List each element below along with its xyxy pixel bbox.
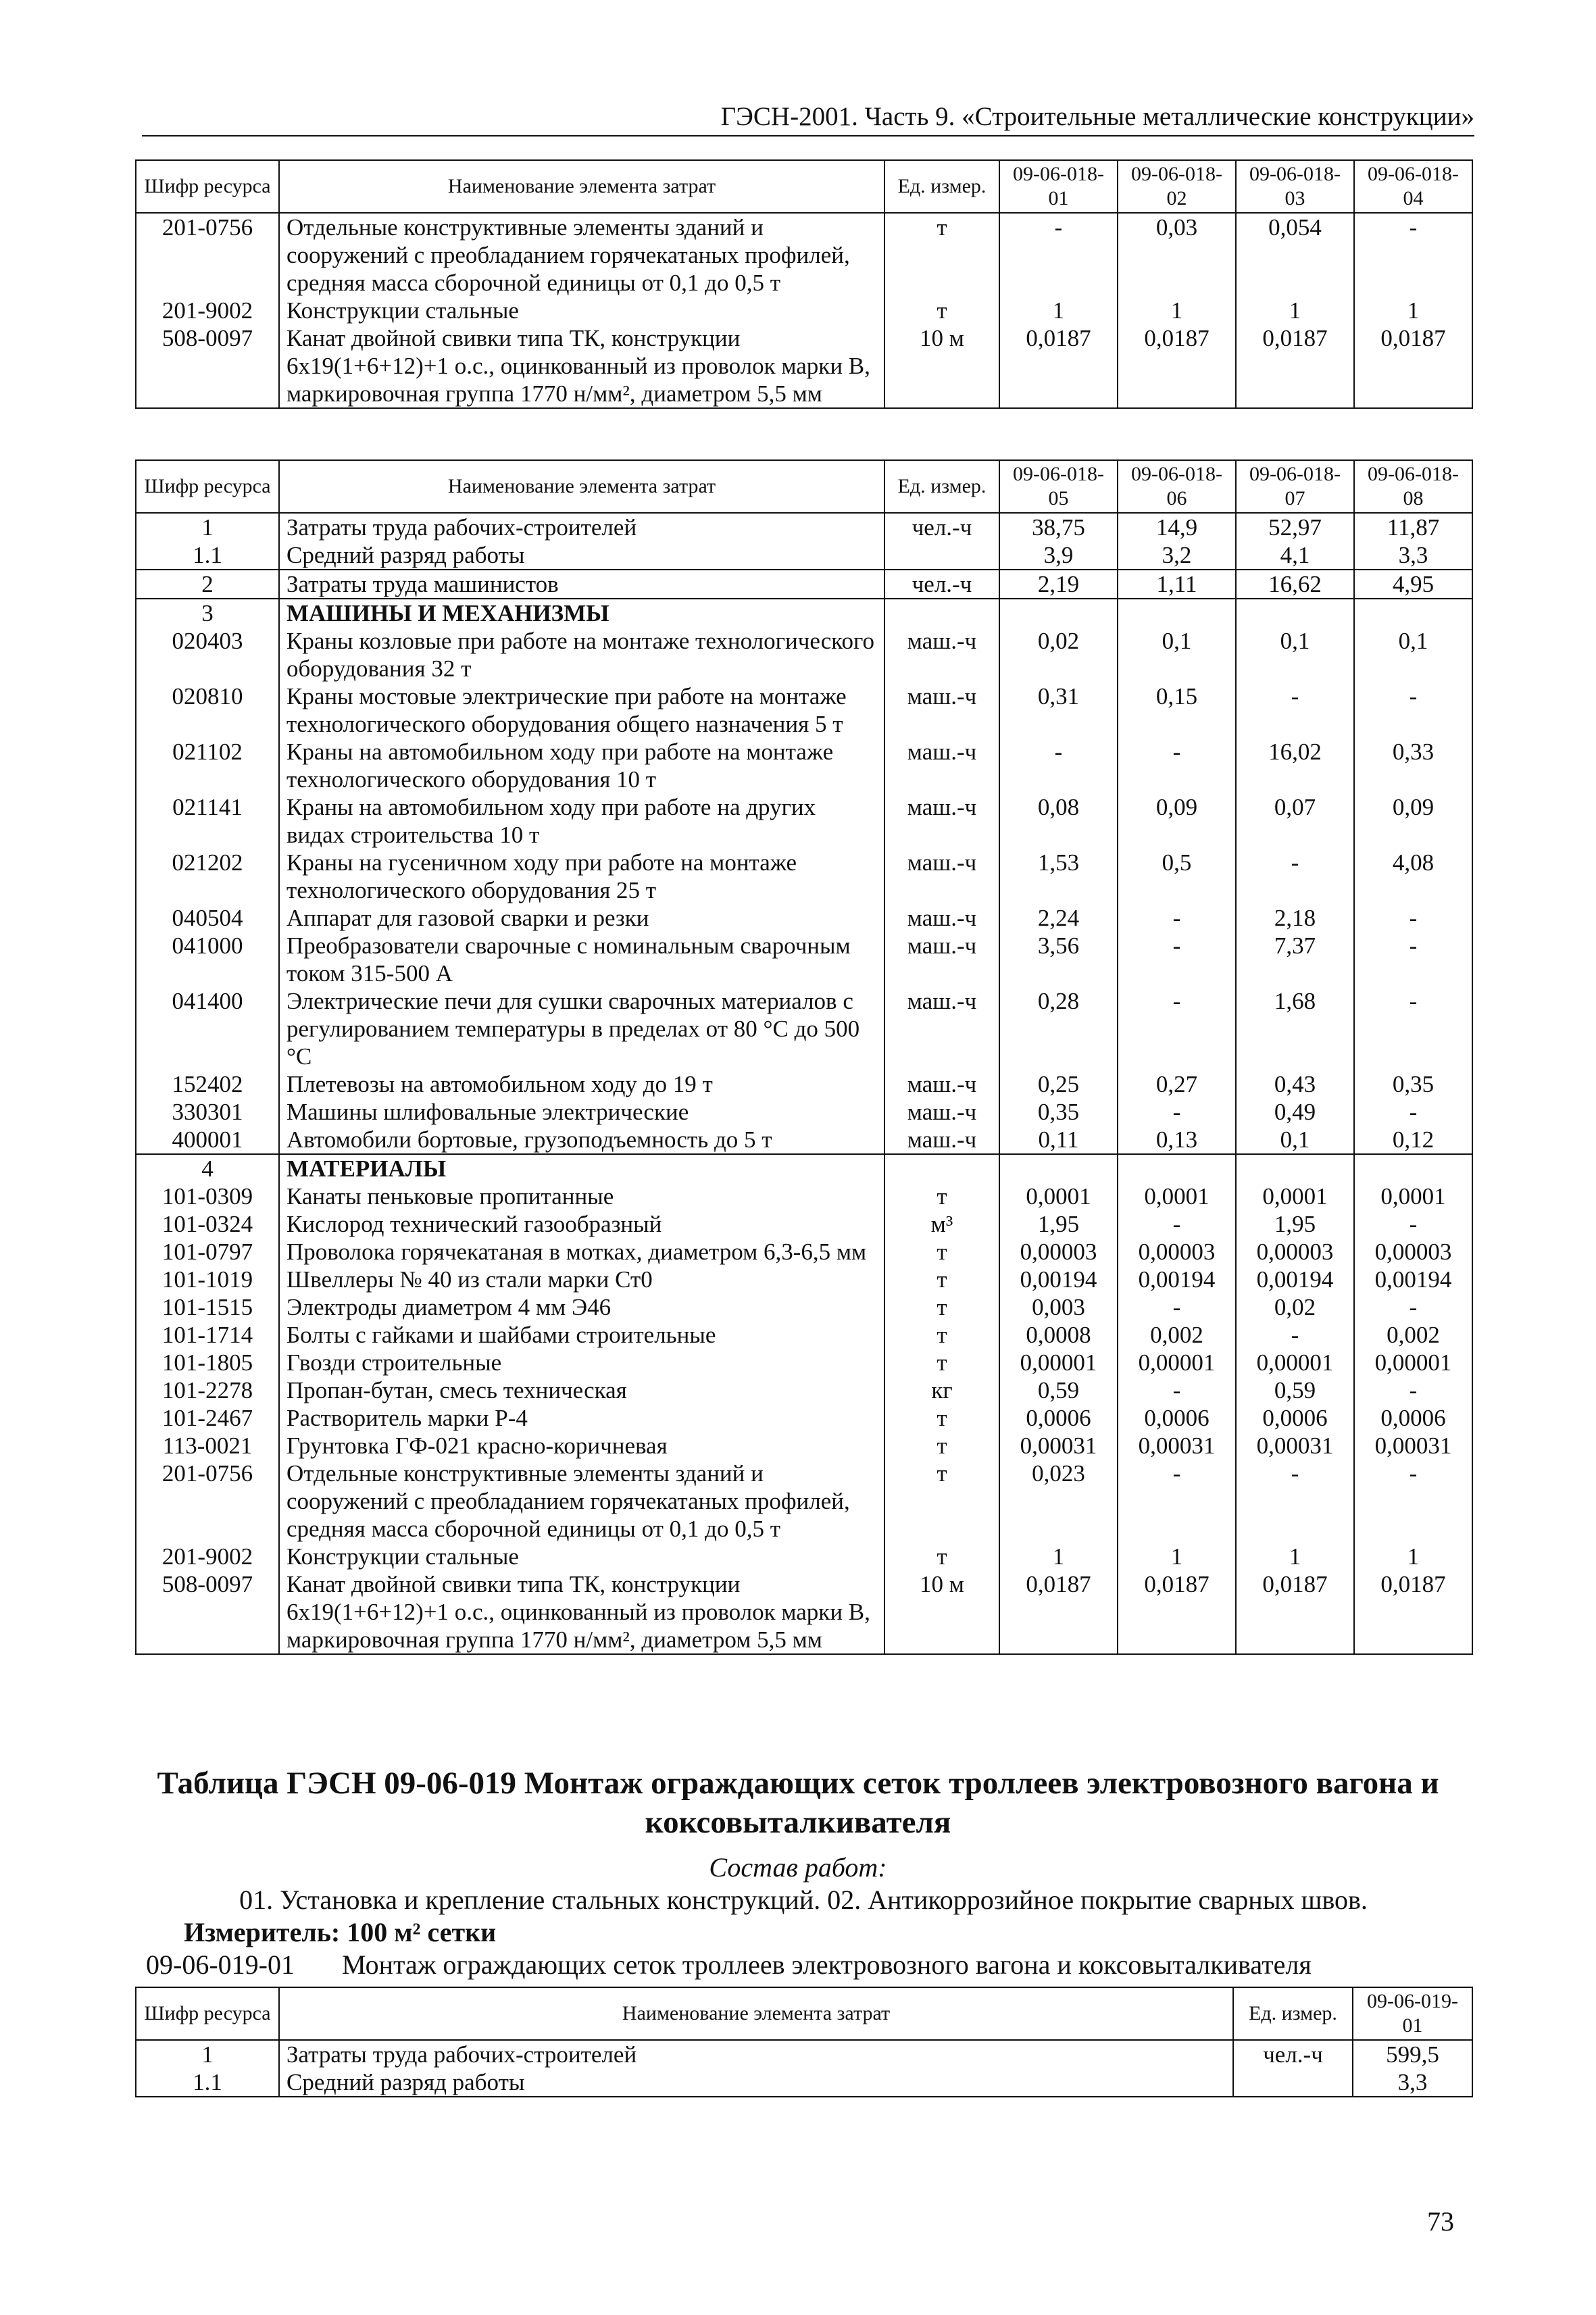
table-row	[136, 1570, 1472, 1654]
value-cell: 0,00031	[999, 1432, 1118, 1460]
unit-cell	[884, 541, 999, 570]
value-cell: 2,18	[1236, 904, 1354, 932]
value-cell: 1,95	[1236, 1210, 1354, 1238]
unit-cell	[884, 599, 999, 627]
value-cell: -	[999, 738, 1118, 793]
value-cell: -	[1236, 849, 1354, 904]
resources-table-018-01-04	[135, 159, 1473, 409]
table-row	[136, 213, 1472, 297]
page-header: ГЭСН-2001. Часть 9. «Строительные металлические конструкции»	[142, 100, 1474, 136]
header-element-name: Наименование элемента затрат	[279, 1987, 1233, 2040]
value-cell: -	[1354, 1376, 1472, 1404]
table-row	[136, 2068, 1472, 2097]
value-cell: -	[999, 213, 1118, 297]
value-cell: 0,59	[1236, 1376, 1354, 1404]
unit-cell: т	[884, 1266, 999, 1293]
header-norm-018-05: 09-06-018-05	[999, 460, 1118, 513]
value-cell: 0,09	[1354, 793, 1472, 849]
value-cell: 0,0187	[1354, 324, 1472, 408]
value-cell: -	[1118, 932, 1236, 987]
value-cell	[1236, 599, 1354, 627]
unit-cell: маш.-ч	[884, 849, 999, 904]
value-cell: 16,02	[1236, 738, 1354, 793]
resources-table-018-05-08	[135, 459, 1473, 1655]
value-cell: 0,5	[1118, 849, 1236, 904]
table-row	[136, 1266, 1472, 1293]
resource-code-cell: 1	[136, 513, 279, 541]
value-cell: 0,49	[1236, 1098, 1354, 1126]
value-cell: -	[1118, 1293, 1236, 1321]
value-cell: 16,62	[1236, 570, 1354, 599]
value-cell: 0,023	[999, 1460, 1118, 1543]
resource-code-cell: 041000	[136, 932, 279, 987]
value-cell: 3,9	[999, 541, 1118, 570]
value-cell: 0,35	[1354, 1070, 1472, 1098]
table-row	[136, 570, 1472, 599]
value-cell: 3,3	[1353, 2068, 1472, 2097]
value-cell: 0,12	[1354, 1126, 1472, 1154]
element-name-cell: Краны на гусеничном ходу при работе на монтаже технологического оборудования 25 т	[279, 849, 884, 904]
unit-cell: т	[884, 1404, 999, 1432]
element-name-cell: Швеллеры № 40 из стали марки Ст0	[279, 1266, 884, 1293]
value-cell: 0,1	[1236, 627, 1354, 682]
table-row	[136, 932, 1472, 987]
value-cell: 0,1	[1118, 627, 1236, 682]
resource-code-cell: 020403	[136, 627, 279, 682]
value-cell: 0,09	[1118, 793, 1236, 849]
value-cell: 0,08	[999, 793, 1118, 849]
table-row	[136, 1126, 1472, 1154]
value-cell: 38,75	[999, 513, 1118, 541]
table-row	[136, 1349, 1472, 1376]
resources-table-019-01	[135, 1987, 1473, 2097]
value-cell: 1	[1236, 1543, 1354, 1570]
value-cell: 0,59	[999, 1376, 1118, 1404]
resource-code-cell: 101-1019	[136, 1266, 279, 1293]
table-row	[136, 297, 1472, 324]
value-cell: -	[1236, 1321, 1354, 1349]
value-cell: 0,054	[1236, 213, 1354, 297]
resource-code-cell: 021102	[136, 738, 279, 793]
value-cell: 0,0187	[999, 324, 1118, 408]
resource-code-cell: 201-9002	[136, 297, 279, 324]
value-cell: 0,0187	[1118, 1570, 1236, 1654]
value-cell: 0,00194	[999, 1266, 1118, 1293]
value-cell: 1,95	[999, 1210, 1118, 1238]
value-cell: 0,00001	[1354, 1349, 1472, 1376]
resource-code-cell: 101-1515	[136, 1293, 279, 1321]
value-cell: 599,5	[1353, 2040, 1472, 2068]
resource-code-cell: 113-0021	[136, 1432, 279, 1460]
unit-cell: м³	[884, 1210, 999, 1238]
element-name-cell: Пропан-бутан, смесь техническая	[279, 1376, 884, 1404]
resource-code-cell: 020810	[136, 682, 279, 738]
unit-cell: кг	[884, 1376, 999, 1404]
unit-cell: 10 м	[884, 324, 999, 408]
value-cell: 0,00001	[1118, 1349, 1236, 1376]
value-cell: 2,24	[999, 904, 1118, 932]
value-cell: 7,37	[1236, 932, 1354, 987]
measure-unit: Измеритель: 100 м² сетки	[184, 1917, 497, 1947]
element-name-cell: Аппарат для газовой сварки и резки	[279, 904, 884, 932]
value-cell: 0,00031	[1118, 1432, 1236, 1460]
value-cell: -	[1236, 1460, 1354, 1543]
value-cell: 0,00001	[1236, 1349, 1354, 1376]
value-cell: 0,0006	[1118, 1404, 1236, 1432]
header-norm-018-07: 09-06-018-07	[1236, 460, 1354, 513]
table-title-019: Таблица ГЭСН 09-06-019 Монтаж ограждающих сеток троллеев электровозного вагона и коксовыталкивателя	[157, 1766, 1439, 1840]
table-row	[136, 682, 1472, 738]
norm-code: 09-06-019-01	[146, 1949, 295, 1980]
unit-cell: маш.-ч	[884, 1098, 999, 1126]
element-name-cell: Отдельные конструктивные элементы зданий и сооружений с преобладанием горячекатаных профилей, средняя масса сборочной единицы от 0,1 до 0,5 т	[279, 1460, 884, 1543]
resource-code-cell: 201-9002	[136, 1543, 279, 1570]
unit-cell: т	[884, 1183, 999, 1210]
value-cell: 0,13	[1118, 1126, 1236, 1154]
value-cell: 0,11	[999, 1126, 1118, 1154]
value-cell: 0,00194	[1354, 1266, 1472, 1293]
header-norm-018-06: 09-06-018-06	[1118, 460, 1236, 513]
resource-code-cell: 1.1	[136, 2068, 279, 2097]
value-cell: 0,00001	[999, 1349, 1118, 1376]
header-norm-018-01: 09-06-018-01	[999, 160, 1118, 213]
value-cell: 0,00031	[1354, 1432, 1472, 1460]
resource-code-cell: 101-2467	[136, 1404, 279, 1432]
value-cell: -	[1354, 1210, 1472, 1238]
value-cell: -	[1354, 904, 1472, 932]
value-cell: -	[1354, 932, 1472, 987]
unit-cell	[884, 1154, 999, 1183]
element-name-cell: Канат двойной свивки типа ТК, конструкции 6х19(1+6+12)+1 о.с., оцинкованный из проволок марки В, маркировочная группа 1770 н/мм², диаметром 5,5 мм	[279, 324, 884, 408]
table-row	[136, 1098, 1472, 1126]
element-name-cell: Гвозди строительные	[279, 1349, 884, 1376]
table-row	[136, 793, 1472, 849]
value-cell: 1	[999, 297, 1118, 324]
resource-code-cell: 1.1	[136, 541, 279, 570]
table-row	[136, 1154, 1472, 1183]
resource-code-cell: 040504	[136, 904, 279, 932]
table-row	[136, 513, 1472, 541]
value-cell: 0,31	[999, 682, 1118, 738]
value-cell: 0,00194	[1236, 1266, 1354, 1293]
element-name-cell: Затраты труда рабочих-строителей	[279, 2040, 1233, 2068]
value-cell: 11,87	[1354, 513, 1472, 541]
value-cell: 0,25	[999, 1070, 1118, 1098]
element-name-cell: Машины шлифовальные электрические	[279, 1098, 884, 1126]
element-name-cell: Растворитель марки Р-4	[279, 1404, 884, 1432]
element-name-cell: Грунтовка ГФ-021 красно-коричневая	[279, 1432, 884, 1460]
resource-code-cell: 4	[136, 1154, 279, 1183]
value-cell: 0,00003	[999, 1238, 1118, 1266]
table-row	[136, 1321, 1472, 1349]
resource-code-cell: 021141	[136, 793, 279, 849]
element-name-cell: Конструкции стальные	[279, 1543, 884, 1570]
value-cell: 1	[1118, 297, 1236, 324]
value-cell: 4,1	[1236, 541, 1354, 570]
resource-code-cell: 330301	[136, 1098, 279, 1126]
table-row	[136, 1376, 1472, 1404]
element-name-cell: Краны на автомобильном ходу при работе на других видах строительства 10 т	[279, 793, 884, 849]
value-cell: 0,0187	[1354, 1570, 1472, 1654]
element-name-cell: Краны мостовые электрические при работе на монтаже технологического оборудования общего назначения 5 т	[279, 682, 884, 738]
unit-cell: чел.-ч	[884, 513, 999, 541]
value-cell: 0,00194	[1118, 1266, 1236, 1293]
element-name-cell: Автомобили бортовые, грузоподъемность до 5 т	[279, 1126, 884, 1154]
composition-label: Состав работ:	[709, 1852, 887, 1883]
unit-cell: т	[884, 1460, 999, 1543]
page-number: 73	[1427, 2206, 1454, 2237]
value-cell: 0,1	[1236, 1126, 1354, 1154]
header-norm-018-02: 09-06-018-02	[1118, 160, 1236, 213]
value-cell: 4,95	[1354, 570, 1472, 599]
value-cell: -	[1354, 1098, 1472, 1126]
resource-code-cell: 152402	[136, 1070, 279, 1098]
table-row	[136, 1293, 1472, 1321]
element-name-cell: Средний разряд работы	[279, 2068, 1233, 2097]
header-resource-code: Шифр ресурса	[136, 1987, 279, 2040]
unit-cell: т	[884, 1432, 999, 1460]
works-description: 01. Установка и крепление стальных конструкций. 02. Антикоррозийное покрытие сварных швов.	[239, 1885, 1368, 1915]
value-cell: -	[1118, 1098, 1236, 1126]
element-name-cell: Канат двойной свивки типа ТК, конструкции 6х19(1+6+12)+1 о.с., оцинкованный из проволок марки В, маркировочная группа 1770 н/мм², диаметром 5,5 мм	[279, 1570, 884, 1654]
value-cell: 0,00003	[1354, 1238, 1472, 1266]
element-name-cell: Кислород технический газообразный	[279, 1210, 884, 1238]
value-cell	[1236, 1154, 1354, 1183]
value-cell	[1118, 1154, 1236, 1183]
element-name-cell: Проволока горячекатаная в мотках, диаметром 6,3-6,5 мм	[279, 1238, 884, 1266]
value-cell: 0,002	[1354, 1321, 1472, 1349]
value-cell: 0,35	[999, 1098, 1118, 1126]
table-row	[136, 1460, 1472, 1543]
value-cell	[999, 1154, 1118, 1183]
table-row	[136, 1070, 1472, 1098]
value-cell: 2,19	[999, 570, 1118, 599]
value-cell: 3,56	[999, 932, 1118, 987]
value-cell: 0,02	[1236, 1293, 1354, 1321]
table-row	[136, 987, 1472, 1070]
value-cell: 0,0001	[1236, 1183, 1354, 1210]
resource-code-cell: 101-1805	[136, 1349, 279, 1376]
value-cell	[1118, 599, 1236, 627]
value-cell: 0,1	[1354, 627, 1472, 682]
value-cell: 0,0187	[1118, 324, 1236, 408]
value-cell: 4,08	[1354, 849, 1472, 904]
resource-code-cell: 021202	[136, 849, 279, 904]
table-row	[136, 541, 1472, 570]
element-name-cell: Электрические печи для сушки сварочных материалов с регулированием температуры в пределах от 80 °С до 500 °С	[279, 987, 884, 1070]
value-cell: 0,15	[1118, 682, 1236, 738]
value-cell: -	[1118, 738, 1236, 793]
value-cell: 1	[1354, 1543, 1472, 1570]
resource-code-cell: 3	[136, 599, 279, 627]
resource-code-cell: 101-1714	[136, 1321, 279, 1349]
value-cell: 0,0001	[1118, 1183, 1236, 1210]
value-cell: -	[1118, 904, 1236, 932]
unit-cell: маш.-ч	[884, 793, 999, 849]
element-name-cell: Канаты пеньковые пропитанные	[279, 1183, 884, 1210]
resource-code-cell: 1	[136, 2040, 279, 2068]
element-name-cell: Преобразователи сварочные с номинальным сварочным током 315-500 А	[279, 932, 884, 987]
value-cell: 52,97	[1236, 513, 1354, 541]
value-cell: 1,11	[1118, 570, 1236, 599]
value-cell: -	[1354, 682, 1472, 738]
value-cell: 0,07	[1236, 793, 1354, 849]
element-name-cell: Болты с гайками и шайбами строительные	[279, 1321, 884, 1349]
unit-cell: т	[884, 1321, 999, 1349]
value-cell	[1354, 1154, 1472, 1183]
value-cell: -	[1354, 1460, 1472, 1543]
unit-cell: чел.-ч	[884, 570, 999, 599]
element-name-cell: Отдельные конструктивные элементы зданий и сооружений с преобладанием горячекатаных профилей, средняя масса сборочной единицы от 0,1 до 0,5 т	[279, 213, 884, 297]
header-norm-019-01: 09-06-019-01	[1353, 1987, 1472, 2040]
value-cell: 3,3	[1354, 541, 1472, 570]
table-row	[136, 1210, 1472, 1238]
value-cell: 0,002	[1118, 1321, 1236, 1349]
value-cell: 0,33	[1354, 738, 1472, 793]
table-row	[136, 627, 1472, 682]
value-cell: 0,003	[999, 1293, 1118, 1321]
value-cell: 0,0006	[1354, 1404, 1472, 1432]
table-row	[136, 1432, 1472, 1460]
resource-code-cell: 400001	[136, 1126, 279, 1154]
value-cell: -	[1118, 1210, 1236, 1238]
value-cell: -	[1118, 1460, 1236, 1543]
norm-name: Монтаж ограждающих сеток троллеев электровозного вагона и коксовыталкивателя	[342, 1949, 1312, 1980]
unit-cell: т	[884, 1238, 999, 1266]
value-cell: 1	[1236, 297, 1354, 324]
value-cell: 14,9	[1118, 513, 1236, 541]
header-resource-code: Шифр ресурса	[136, 460, 279, 513]
table-row	[136, 1404, 1472, 1432]
unit-cell: маш.-ч	[884, 682, 999, 738]
element-name-cell: Конструкции стальные	[279, 297, 884, 324]
unit-cell: маш.-ч	[884, 987, 999, 1070]
unit-cell	[1233, 2068, 1353, 2097]
element-name-cell: Средний разряд работы	[279, 541, 884, 570]
value-cell: -	[1236, 682, 1354, 738]
value-cell: 0,28	[999, 987, 1118, 1070]
value-cell: 0,0008	[999, 1321, 1118, 1349]
value-cell: 0,03	[1118, 213, 1236, 297]
unit-cell: маш.-ч	[884, 932, 999, 987]
table-row	[136, 904, 1472, 932]
unit-cell: маш.-ч	[884, 627, 999, 682]
element-name-cell: Затраты труда рабочих-строителей	[279, 513, 884, 541]
header-norm-018-04: 09-06-018-04	[1354, 160, 1472, 213]
value-cell: -	[1354, 1293, 1472, 1321]
unit-cell: маш.-ч	[884, 738, 999, 793]
unit-cell: маш.-ч	[884, 904, 999, 932]
element-name-cell: Плетевозы на автомобильном ходу до 19 т	[279, 1070, 884, 1098]
resource-code-cell: 101-0324	[136, 1210, 279, 1238]
value-cell: 1	[999, 1543, 1118, 1570]
header-element-name: Наименование элемента затрат	[279, 160, 884, 213]
value-cell: -	[1118, 1376, 1236, 1404]
resource-code-cell: 201-0756	[136, 213, 279, 297]
resource-code-cell: 101-2278	[136, 1376, 279, 1404]
header-element-name: Наименование элемента затрат	[279, 460, 884, 513]
header-unit: Ед. измер.	[884, 160, 999, 213]
value-cell: 1,68	[1236, 987, 1354, 1070]
element-name-cell: Краны на автомобильном ходу при работе на монтаже технологического оборудования 10 т	[279, 738, 884, 793]
resource-code-cell: 508-0097	[136, 324, 279, 408]
value-cell: -	[1118, 987, 1236, 1070]
unit-cell: т	[884, 213, 999, 297]
table-row	[136, 1543, 1472, 1570]
value-cell	[999, 599, 1118, 627]
value-cell: 0,0001	[1354, 1183, 1472, 1210]
table-row	[136, 849, 1472, 904]
value-cell: 1	[1354, 297, 1472, 324]
unit-cell: т	[884, 1543, 999, 1570]
value-cell: 1	[1118, 1543, 1236, 1570]
resource-code-cell: 201-0756	[136, 1460, 279, 1543]
value-cell: 0,00031	[1236, 1432, 1354, 1460]
unit-cell: т	[884, 297, 999, 324]
table-row	[136, 1183, 1472, 1210]
unit-cell: т	[884, 1349, 999, 1376]
element-name-cell: Затраты труда машинистов	[279, 570, 884, 599]
value-cell: 0,00003	[1118, 1238, 1236, 1266]
value-cell: 0,0006	[1236, 1404, 1354, 1432]
value-cell: 0,00003	[1236, 1238, 1354, 1266]
value-cell: 3,2	[1118, 541, 1236, 570]
resource-code-cell: 101-0797	[136, 1238, 279, 1266]
value-cell	[1354, 599, 1472, 627]
unit-cell: маш.-ч	[884, 1070, 999, 1098]
value-cell: 0,0006	[999, 1404, 1118, 1432]
unit-cell: т	[884, 1293, 999, 1321]
unit-cell: чел.-ч	[1233, 2040, 1353, 2068]
header-unit: Ед. измер.	[884, 460, 999, 513]
table-row	[136, 1238, 1472, 1266]
element-name-cell: Электроды диаметром 4 мм Э46	[279, 1293, 884, 1321]
resource-code-cell: 508-0097	[136, 1570, 279, 1654]
value-cell: 0,02	[999, 627, 1118, 682]
value-cell: 0,0187	[1236, 1570, 1354, 1654]
unit-cell: 10 м	[884, 1570, 999, 1654]
value-cell: -	[1354, 213, 1472, 297]
header-unit: Ед. измер.	[1233, 1987, 1353, 2040]
header-resource-code: Шифр ресурса	[136, 160, 279, 213]
header-norm-018-08: 09-06-018-08	[1354, 460, 1472, 513]
value-cell: 0,0187	[1236, 324, 1354, 408]
norm-subheading	[146, 1949, 1470, 1981]
value-cell: -	[1354, 987, 1472, 1070]
resource-code-cell: 101-0309	[136, 1183, 279, 1210]
element-name-cell: МАТЕРИАЛЫ	[279, 1154, 884, 1183]
value-cell: 0,27	[1118, 1070, 1236, 1098]
table-row	[136, 599, 1472, 627]
table-row	[136, 2040, 1472, 2068]
element-name-cell: МАШИНЫ И МЕХАНИЗМЫ	[279, 599, 884, 627]
resource-code-cell: 2	[136, 570, 279, 599]
value-cell: 0,43	[1236, 1070, 1354, 1098]
value-cell: 0,0001	[999, 1183, 1118, 1210]
value-cell: 0,0187	[999, 1570, 1118, 1654]
resource-code-cell: 041400	[136, 987, 279, 1070]
element-name-cell: Краны козловые при работе на монтаже технологического оборудования 32 т	[279, 627, 884, 682]
unit-cell: маш.-ч	[884, 1126, 999, 1154]
table-row	[136, 324, 1472, 408]
table-row	[136, 738, 1472, 793]
header-norm-018-03: 09-06-018-03	[1236, 160, 1354, 213]
value-cell: 1,53	[999, 849, 1118, 904]
